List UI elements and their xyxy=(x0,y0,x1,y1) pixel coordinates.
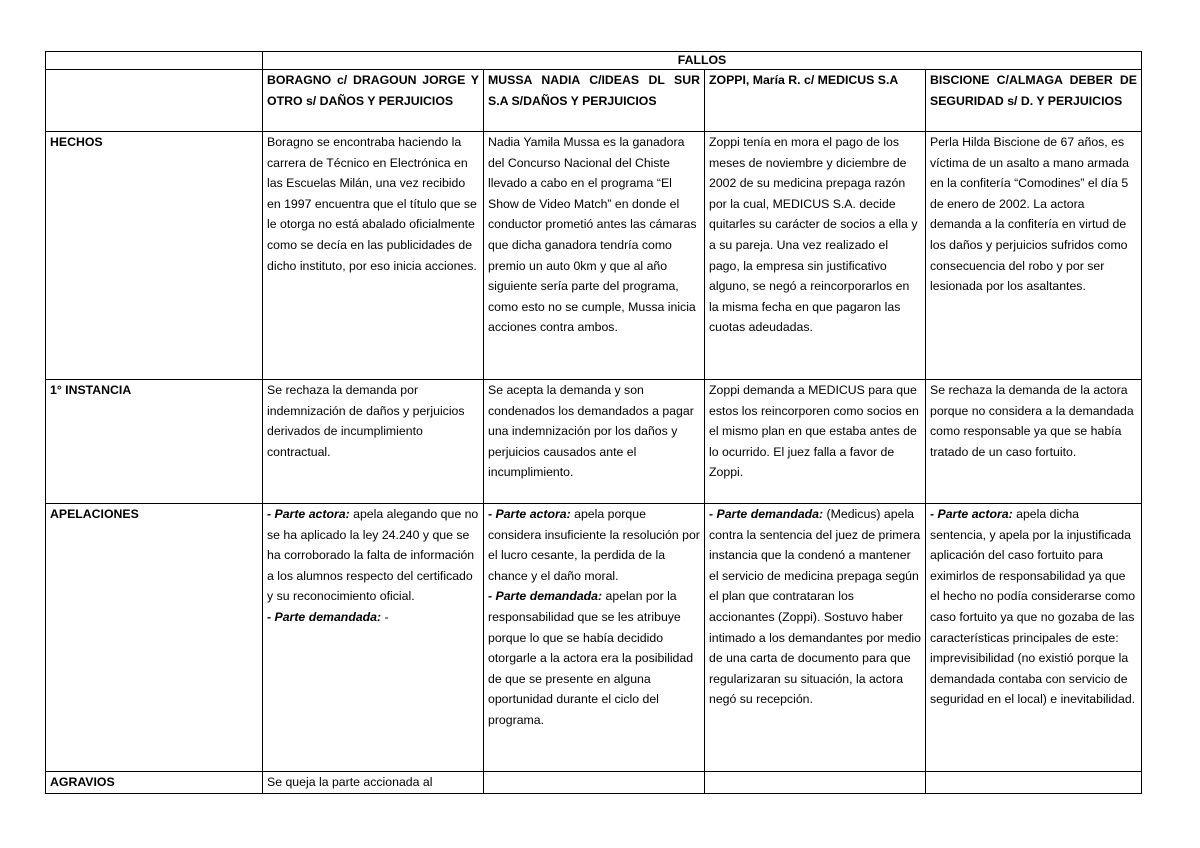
fallos-header: FALLOS xyxy=(263,52,1142,70)
apelaciones-cell-biscione xyxy=(926,504,1142,772)
parte-demandada-text: apelan por la responsabilidad que se les atribuye porque lo que se había decidido otorgarle a la actora era la posibilidad de que se presente en alguna oportunidad durante el ciclo del programa. xyxy=(488,589,694,727)
table-row-agravios xyxy=(46,772,1142,794)
parte-actora-label: - Parte actora: xyxy=(930,507,1013,521)
table-row-primera-instancia xyxy=(46,380,1142,504)
parte-demandada-line xyxy=(488,586,700,730)
agravios-cell-biscione xyxy=(926,772,1142,794)
apelaciones-cell-zoppi xyxy=(705,504,926,772)
parte-demandada-label: - Parte demandada: xyxy=(267,609,382,624)
parte-demandada-label: - Parte demandada: xyxy=(488,589,603,604)
hechos-cell-biscione: Perla Hilda Biscione de 67 años, es víctima de un asalto a mano armada en la confitería “Comodines” el día 5 de enero de 2002. La actora demanda a la confitería en virtud de los daños y perjuicios sufridos como consecuencia del robo y por ser lesionada por los asaltantes. xyxy=(926,132,1142,380)
group-header-row xyxy=(46,52,1142,70)
parte-demandada-label: - Parte demandada: xyxy=(709,507,824,521)
hechos-cell-mussa: Nadia Yamila Mussa es la ganadora del Concurso Nacional del Chiste llevado a cabo en el programa “El Show de Video Match” en donde el conductor prometió antes las cámaras que dicha ganadora tendría como premio un auto 0km y que al año siguiente sería parte del programa, como esto no se cumple, Mussa inicia acciones contra ambos. xyxy=(484,132,705,380)
table-row-hechos xyxy=(46,132,1142,380)
parte-actora-text: apela alegando que no se ha aplicado la ley 24.240 y que se ha corroborado la falta de información a los alumnos respecto del certificado y su reconocimiento oficial. xyxy=(267,507,479,604)
hechos-cell-zoppi: Zoppi tenía en mora el pago de los meses de noviembre y diciembre de 2002 de su medicina prepaga razón por la cual, MEDICUS S.A. decide quitarles su carácter de socios a ella y a su pareja. Una vez realizado el pago, la empresa sin justificativo alguno, se negó a reincorporarlos en la misma fecha en que pagaron las cuotas adeudadas. xyxy=(705,132,926,380)
instancia-cell-zoppi: Zoppi demanda a MEDICUS para que estos los reincorporen como socios en el mismo plan en que estaba antes de lo ocurrido. El juez falla a favor de Zoppi. xyxy=(705,380,926,504)
fallos-table xyxy=(45,51,1142,794)
case-header-mussa: MUSSA NADIA C/IDEAS DL SUR S.A S/DAÑOS Y PERJUICIOS xyxy=(484,70,705,132)
empty-label-cell xyxy=(46,70,263,132)
parte-actora-text: apela porque considera insuficiente la resolución por el lucro cesante, la perdida de la chance y el daño moral. xyxy=(488,507,700,583)
row-label-apelaciones: APELACIONES xyxy=(46,504,263,772)
case-header-biscione: BISCIONE C/ALMAGA DEBER DE SEGURIDAD s/ D. Y PERJUICIOS xyxy=(926,70,1142,132)
agravios-cell-zoppi xyxy=(705,772,926,794)
instancia-cell-mussa: Se acepta la demanda y son condenados los demandados a pagar una indemnización por los daños y perjuicios causados ante el incumplimiento. xyxy=(484,380,705,504)
agravios-cell-mussa xyxy=(484,772,705,794)
agravios-cell-boragno: Se queja la parte accionada al xyxy=(263,772,484,794)
row-label-primera-instancia: 1° INSTANCIA xyxy=(46,380,263,504)
parte-demandada-text: - xyxy=(381,609,389,624)
parte-demandada-line xyxy=(267,607,479,628)
instancia-cell-biscione: Se rechaza la demanda de la actora porque no considera a la demandada como responsable ya que se había tratado de un caso fortuito. xyxy=(926,380,1142,504)
hechos-cell-boragno: Boragno se encontraba haciendo la carrera de Técnico en Electrónica en las Escuelas Milán, una vez recibido en 1997 encuentra que el título que se le otorga no está abalado oficialmente como se decía en las publicidades de dicho instituto, por eso inicia acciones. xyxy=(263,132,484,380)
case-header-row xyxy=(46,70,1142,132)
case-header-zoppi: ZOPPI, María R. c/ MEDICUS S.A xyxy=(705,70,926,132)
row-label-hechos: HECHOS xyxy=(46,132,263,380)
case-header-boragno: BORAGNO c/ DRAGOUN JORGE Y OTRO s/ DAÑOS Y PERJUICIOS xyxy=(263,70,484,132)
empty-corner-cell xyxy=(46,52,263,70)
parte-actora-label: - Parte actora: xyxy=(488,507,571,521)
table-row-apelaciones xyxy=(46,504,1142,772)
parte-demandada-text: (Medicus) apela contra la sentencia del juez de primera instancia que la condenó a mantener el servicio de medicina prepaga según el plan que contrataran los accionantes (Zoppi). Sostuvo haber intimado a los demandantes por medio de una carta de documento para que regularizaran su situación, la actora negó su recepción. xyxy=(709,507,921,707)
parte-actora-text: apela dicha sentencia, y apela por la injustificada aplicación del caso fortuito para eximirlos de responsabilidad ya que el hecho no podía considerarse como caso fortuito ya que no gozaba de las características principales de este: imprevisibilidad (no existió porque la demandada contaba con servicio de seguridad en el local) e inevitabilidad. xyxy=(930,507,1136,707)
parte-actora-label: - Parte actora: xyxy=(267,507,350,521)
instancia-cell-boragno: Se rechaza la demanda por indemnización de daños y perjuicios derivados de incumplimiento contractual. xyxy=(263,380,484,504)
row-label-agravios: AGRAVIOS xyxy=(46,772,263,794)
apelaciones-cell-boragno xyxy=(263,504,484,772)
apelaciones-cell-mussa xyxy=(484,504,705,772)
